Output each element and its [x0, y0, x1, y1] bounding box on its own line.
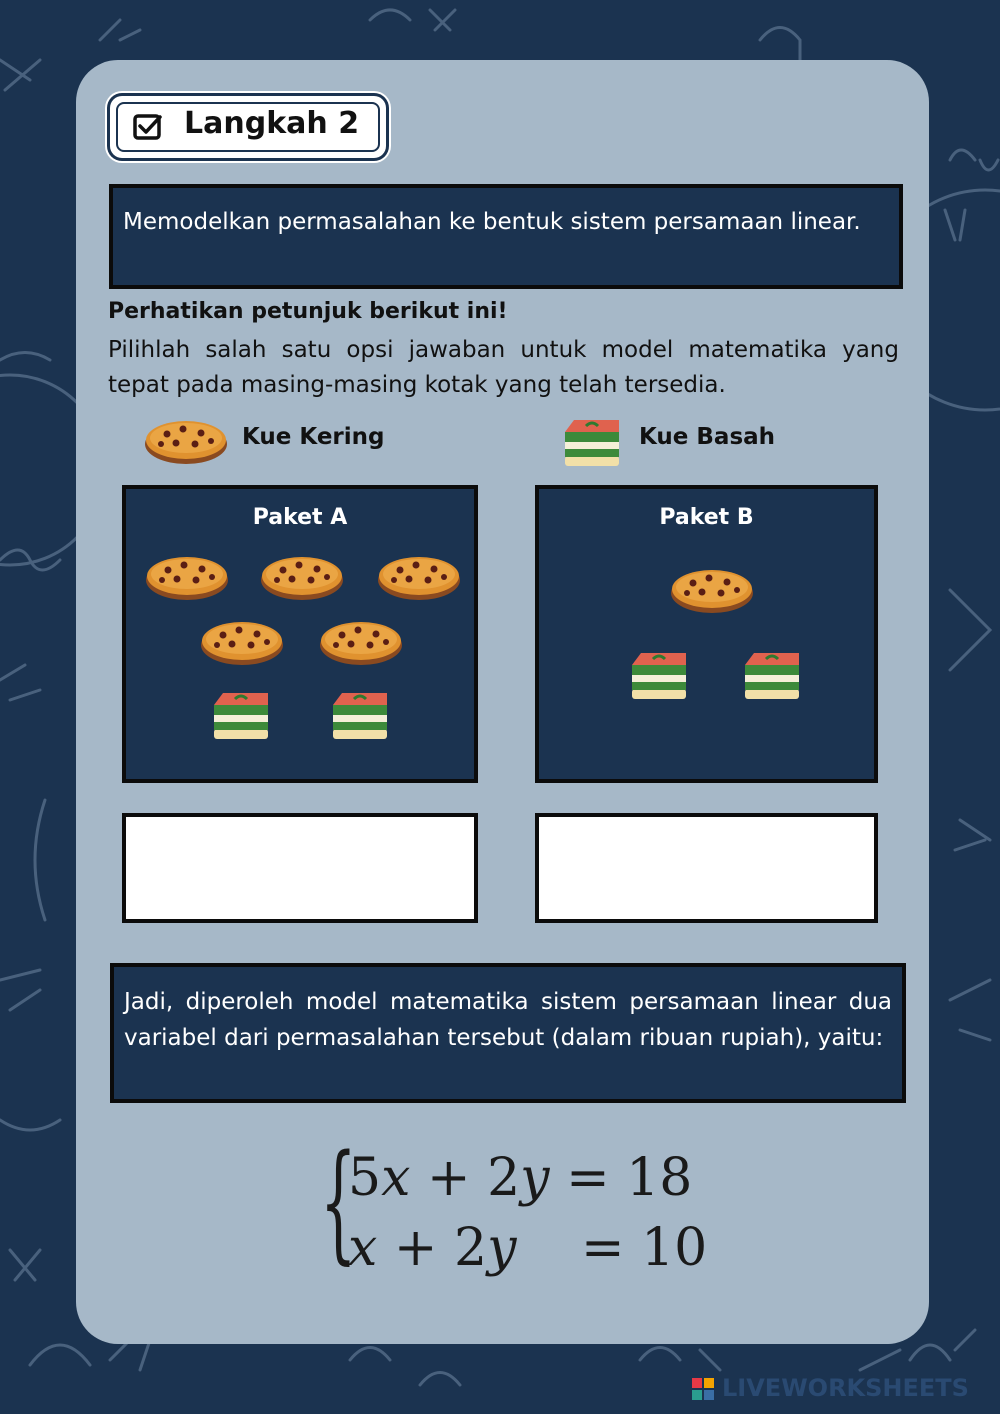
- equation-1: 5x + 2y = 18: [348, 1148, 693, 1208]
- layer-cake-icon: [742, 649, 802, 703]
- cookie-icon: [259, 552, 345, 602]
- cookie-icon: [143, 416, 229, 466]
- step-title: Langkah 2: [184, 106, 360, 141]
- cookie-icon: [144, 552, 230, 602]
- package-b-panel: [535, 485, 878, 783]
- instructions-title: Perhatikan petunjuk berikut ini!: [108, 299, 508, 324]
- equation-system: [320, 1128, 720, 1280]
- layer-cake-icon: [211, 689, 271, 743]
- layer-cake-icon: [330, 689, 390, 743]
- package-a-panel: [122, 485, 478, 783]
- legend-label-cookie: Kue Kering: [242, 424, 385, 450]
- goal-text: Memodelkan permasalahan ke bentuk sistem persamaan linear.: [123, 209, 861, 235]
- equation-2: x + 2y = 10: [348, 1218, 708, 1278]
- cookie-icon: [199, 617, 285, 667]
- result-panel: [110, 963, 906, 1103]
- checkbox-icon: [132, 111, 164, 143]
- result-text: Jadi, diperoleh model matematika sistem persamaan linear dua variabel dari permasalahan tersebut (dalam ribuan rupiah), yaitu:: [124, 989, 892, 1051]
- layer-cake-icon: [629, 649, 689, 703]
- cookie-icon: [318, 617, 404, 667]
- cookie-icon: [376, 552, 462, 602]
- watermark-text: LIVEWORKSHEETS: [722, 1374, 969, 1402]
- legend-label-cake: Kue Basah: [639, 424, 776, 450]
- answer-box-package-b[interactable]: [535, 813, 878, 923]
- cookie-icon: [669, 565, 755, 615]
- left-brace: {: [320, 1128, 357, 1277]
- goal-panel: [109, 184, 903, 289]
- package-a-title: Paket A: [252, 505, 348, 530]
- instructions-text: Pilihlah salah satu opsi jawaban untuk model matematika yang tepat pada masing-masing kotak yang telah tersedia.: [108, 337, 899, 398]
- liveworksheets-logo-icon: [692, 1378, 714, 1400]
- step-header: [110, 96, 386, 158]
- answer-box-package-a[interactable]: [122, 813, 478, 923]
- layer-cake-icon: [562, 416, 622, 470]
- package-b-title: Paket B: [659, 505, 754, 530]
